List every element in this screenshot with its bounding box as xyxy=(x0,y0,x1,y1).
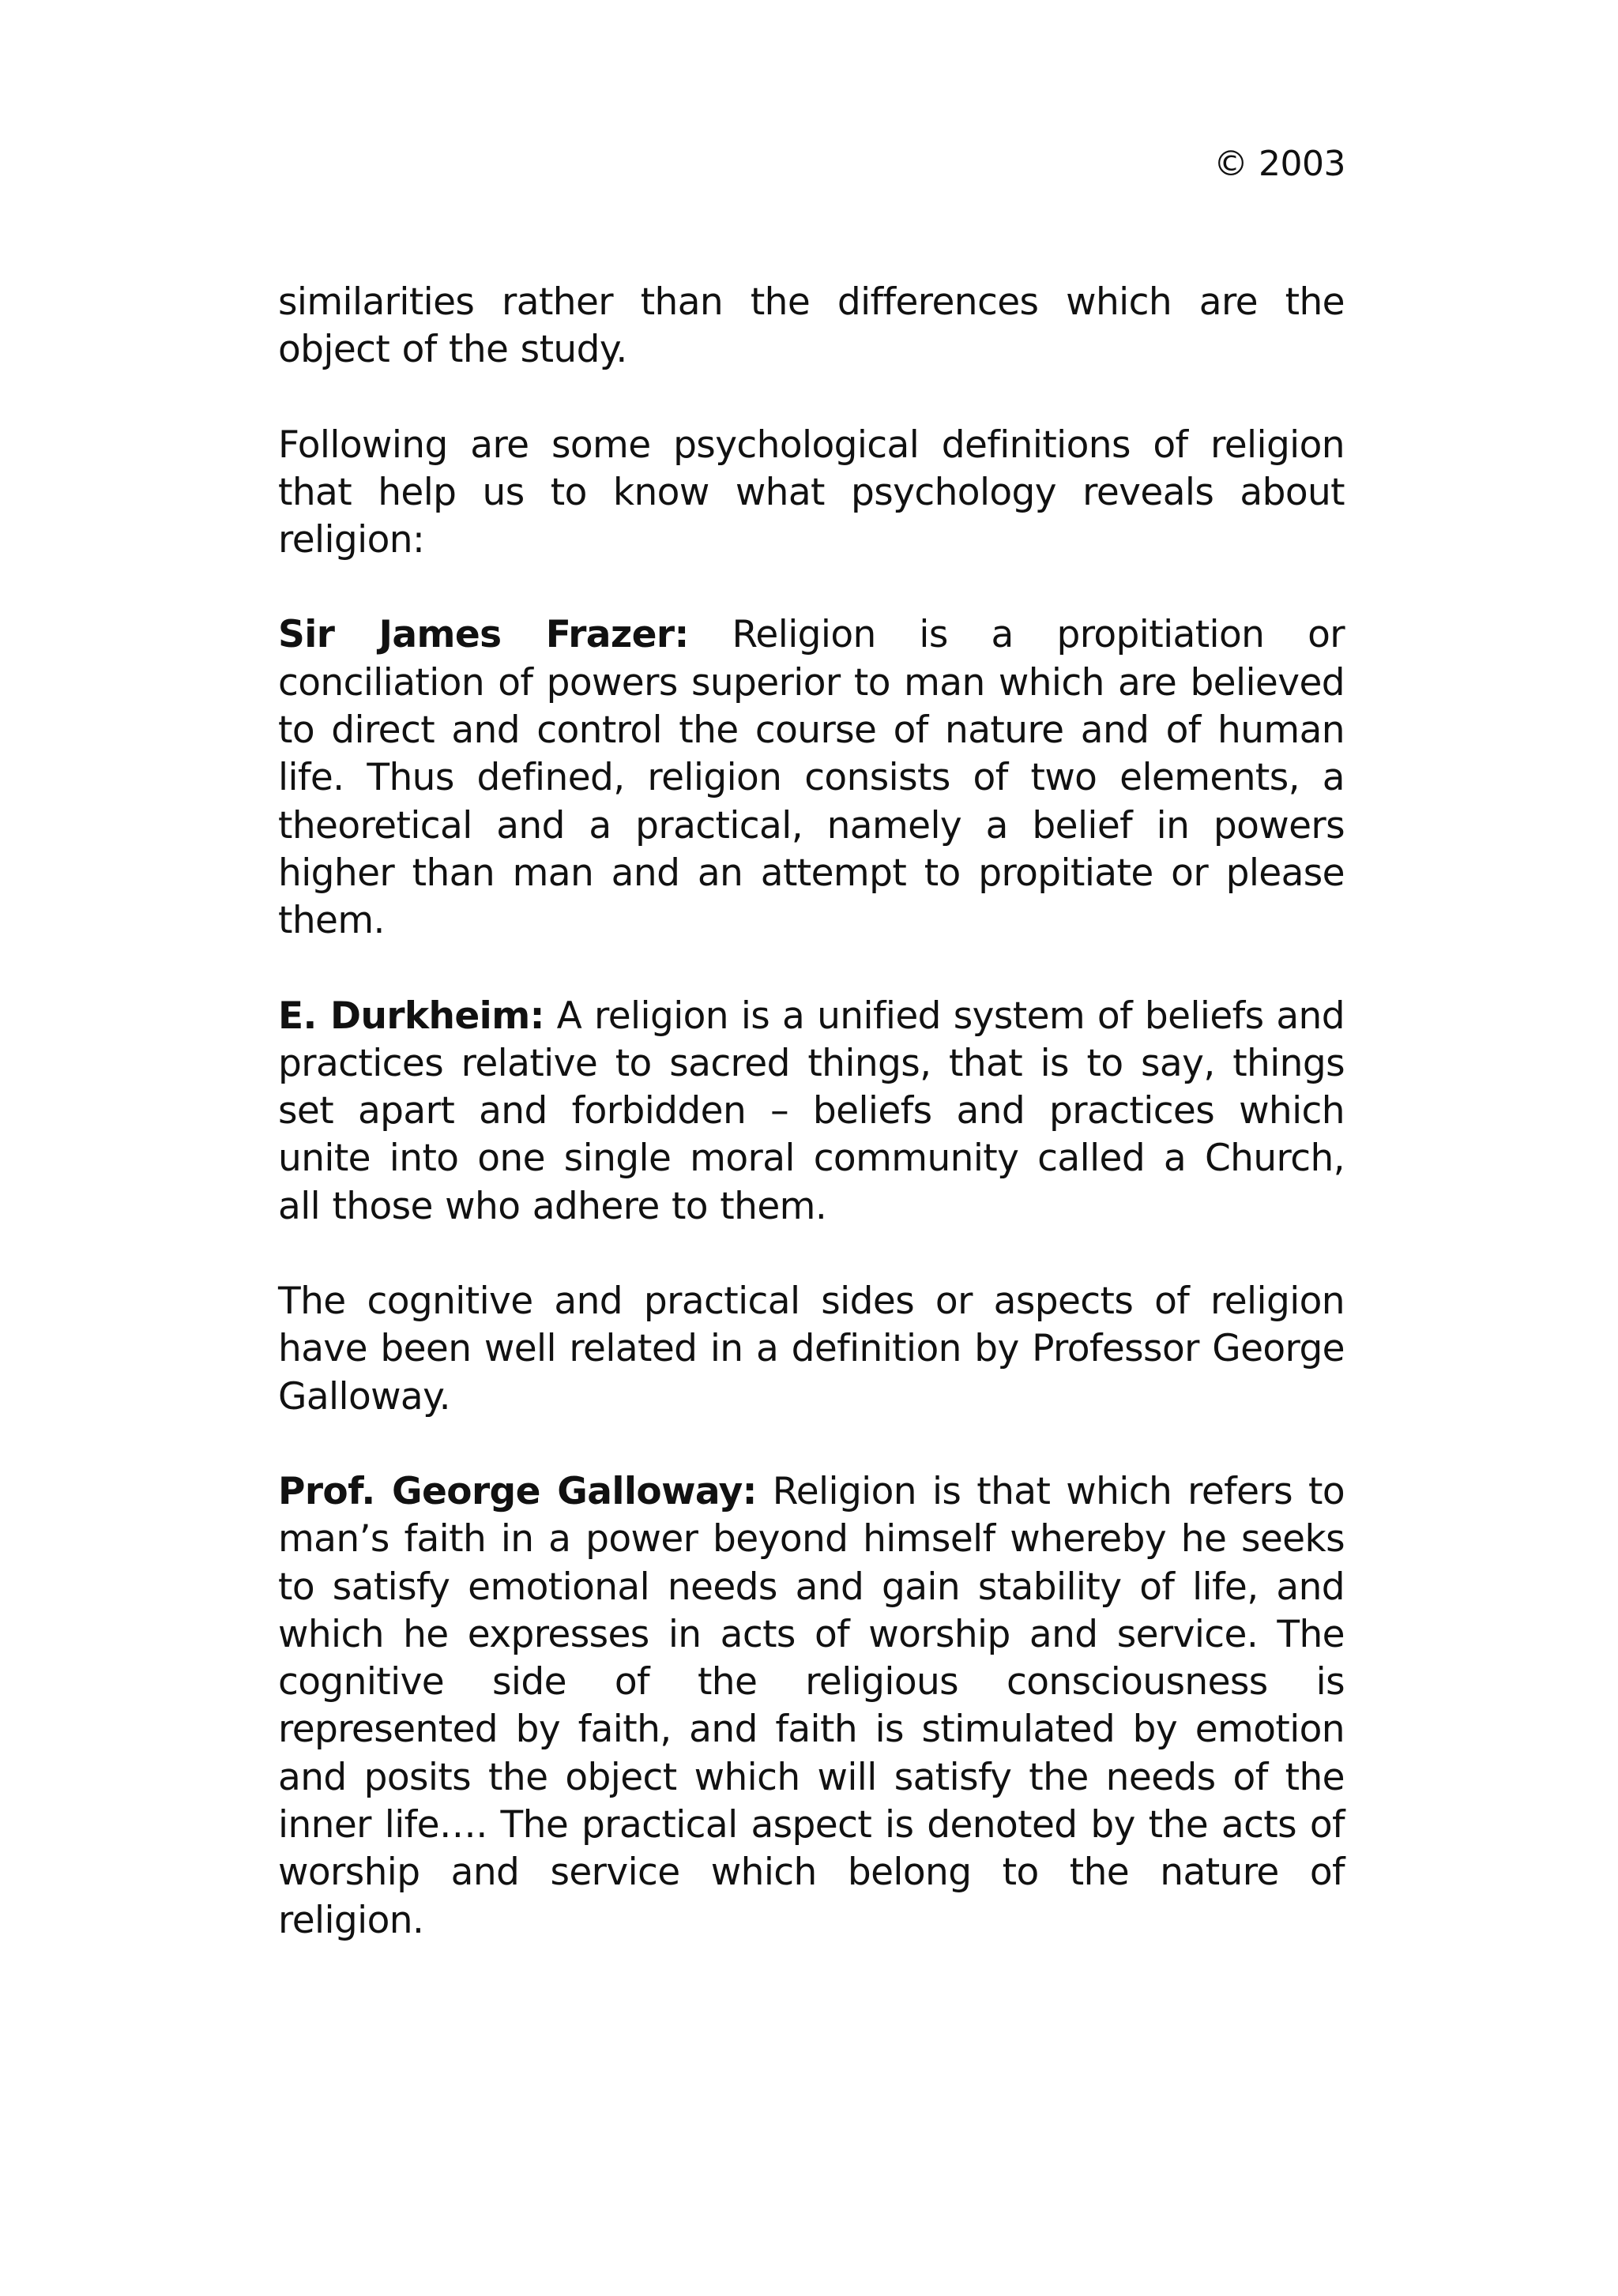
paragraph-text: Following are some psychological definitions of religion that help us to know what psychology reveals about religion: xyxy=(278,423,1345,562)
paragraph-text: The cognitive and practical sides or aspects of religion have been well related in a definition by Professor George Galloway. xyxy=(278,1280,1345,1419)
definition-text: A religion is a unified system of beliefs and practices relative to sacred things, that is to say, things set apart and forbidden – beliefs and practices which unite into one single moral community called a Church, all those who adhere to them. xyxy=(278,994,1345,1228)
paragraph-text: similarities rather than the differences which are the object of the study. xyxy=(278,280,1345,372)
definition-durkheim xyxy=(278,993,1345,1231)
page-body xyxy=(278,279,1345,1945)
definition-author: Sir James Frazer: xyxy=(278,613,689,657)
definition-text: Religion is a propitiation or conciliation of powers superior to man which are believed to direct and control the course of nature and of human life. Thus defined, religion consists of two elements, a theoretical and a practical, namely a belief in powers higher than man and an attempt to propitiate or please them. xyxy=(278,613,1345,943)
definition-text: Religion is that which refers to man’s faith in a power beyond himself whereby he seeks to satisfy emotional needs and gain stability of life, and which he expresses in acts of worship and service. The cognitive side of the religious consciousness is represented by faith, and faith is stimulated by emotion and posits the object which will satisfy the needs of the inner life…. The practical aspect is denoted by the acts of worship and service which belong to the nature of religion. xyxy=(278,1469,1345,1942)
definition-galloway xyxy=(278,1468,1345,1945)
definition-author: E. Durkheim: xyxy=(278,994,544,1038)
paragraph-cognitive-practical xyxy=(278,1278,1345,1421)
paragraph-intro-continuation xyxy=(278,279,1345,374)
copyright-notice: © 2003 xyxy=(1214,144,1345,184)
paragraph-definitions-intro xyxy=(278,422,1345,565)
definition-author: Prof. George Galloway: xyxy=(278,1469,757,1513)
definition-frazer xyxy=(278,611,1345,945)
